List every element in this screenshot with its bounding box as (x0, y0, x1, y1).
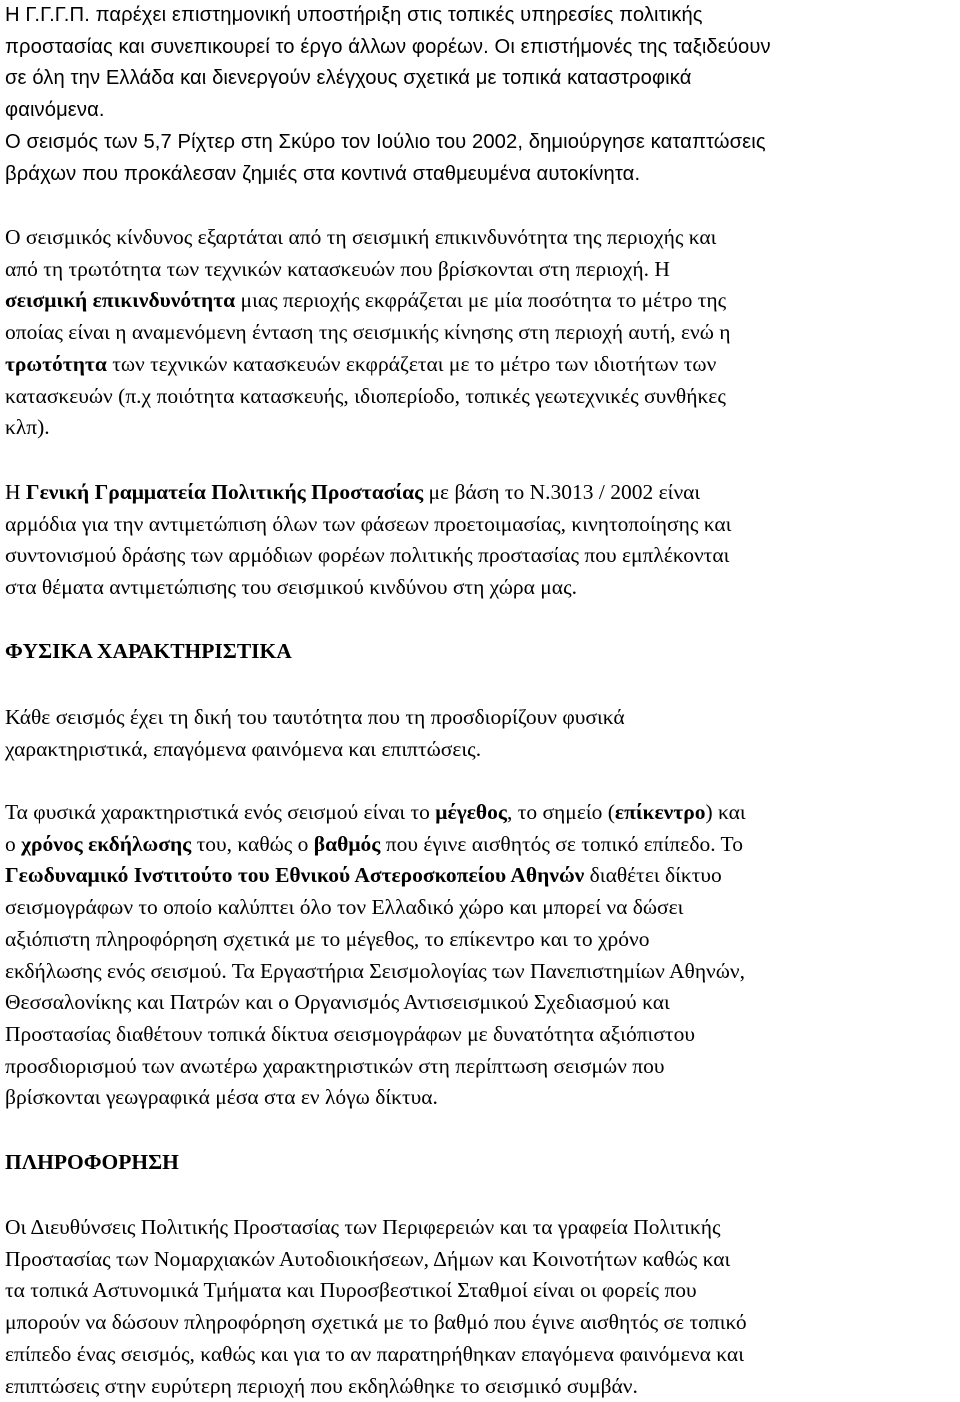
paragraph-physical-features (5, 797, 955, 1114)
text-line: Προστασίας των Νομαρχιακών Αυτοδιοικήσεων, Δήμων και Κοινοτήτων καθώς και (5, 1246, 731, 1271)
text-line: σεισμογράφων το οποίο καλύπτει όλο τον Ελλαδικό χώρο και μπορεί να δώσει (5, 895, 684, 920)
text-line: εκδήλωσης ενός σεισμού. Τα Εργαστήρια Σεισμολογίας των Πανεπιστημίων Αθηνών, (5, 958, 746, 983)
term-geodynamic-institute: Γεωδυναμικό Ινστιτούτο του Εθνικού Αστεροσκοπείου Αθηνών (5, 863, 585, 888)
term-intensity: βαθμός (313, 831, 381, 856)
text-line (5, 829, 955, 861)
text-segment: Η (5, 480, 26, 504)
text-line: οποίας είναι η αναμενόμενη ένταση της σεισμικής κίνησης στη περιοχή αυτή, ενώ η (5, 320, 731, 345)
text-segment: , το σημείο ( (506, 800, 615, 824)
heading-text: ΠΛΗΡΟΦΟΡΗΣΗ (5, 1150, 179, 1174)
text-segment: Τα φυσικά χαρακτηριστικά ενός σεισμού είναι το (5, 800, 436, 824)
paragraph-earthquake-identity (5, 702, 955, 765)
text-line: Ο σεισμός των 5,7 Ρίχτερ στη Σκύρο τον Ιούλιο του 2002, δημιούργησε καταπτώσεις (5, 131, 766, 153)
term-epicenter: επίκεντρο (614, 800, 706, 824)
text-segment: των τεχνικών κατασκευών εκφράζεται με το μέτρο των ιδιοτήτων των (106, 351, 717, 376)
text-segment: που έγινε αισθητός σε τοπικό επίπεδο. Το (380, 831, 743, 856)
text-line: κατασκευών (π.χ ποιότητα κατασκευής, ιδιοπερίοδο, τοπικές γεωτεχνικές συνθήκες (5, 383, 726, 408)
term-vulnerability: τρωτότητα (5, 351, 107, 376)
text-segment: με βάση το Ν.3013 / 2002 είναι (423, 480, 701, 504)
text-segment: ο (5, 831, 22, 856)
heading-text: ΦΥΣΙΚΑ ΧΑΡΑΚΤΗΡΙΣΤΙΚΑ (5, 639, 292, 663)
text-line: Κάθε σεισμός έχει τη δική του ταυτότητα που τη προσδιορίζουν φυσικά (5, 705, 625, 729)
text-segment: διαθέτει δίκτυο (584, 863, 722, 888)
text-segment: του, καθώς ο (191, 831, 314, 856)
text-line: αρμόδια για την αντιμετώπιση όλων των φάσεων προετοιμασίας, κινητοποίησης και (5, 511, 732, 536)
text-line (5, 349, 955, 381)
text-line: προσδιορισμού των ανωτέρω χαρακτηριστικών στη περίπτωση σεισμών που (5, 1053, 665, 1078)
text-line: στα θέματα αντιμετώπισης του σεισμικού κινδύνου στη χώρα μας. (5, 575, 577, 600)
text-line: Ο σεισμικός κίνδυνος εξαρτάται από τη σεισμική επικινδυνότητα της περιοχής και (5, 225, 717, 249)
text-line: σε όλη την Ελλάδα και διενεργούν ελέγχους σχετικά με τοπικά καταστροφικά (5, 67, 692, 90)
text-line (5, 860, 955, 892)
text-line: χαρακτηριστικά, επαγόμενα φαινόμενα και επιπτώσεις. (5, 736, 482, 761)
text-line: Προστασίας διαθέτουν τοπικά δίκτυα σεισμογράφων με δυνατότητα αξιόπιστου (5, 1021, 695, 1046)
paragraph-ggp-support (5, 0, 955, 127)
term-general-secretariat: Γενική Γραμματεία Πολιτικής Προστασίας (25, 480, 424, 504)
text-line: συντονισμού δράσης των αρμόδιων φορέων πολιτικής προστασίας που εμπλέκονται (5, 543, 730, 568)
text-line: φαινόμενα. (5, 99, 105, 122)
text-line: μπορούν να δώσουν πληροφόρηση σχετικά με το βαθμό που έγινε αισθητός σε τοπικό (5, 1310, 747, 1335)
text-line (5, 285, 955, 317)
text-line (5, 477, 955, 509)
text-line: τα τοπικά Αστυνομικά Τμήματα και Πυροσβεστικοί Σταθμοί είναι οι φορείς που (5, 1278, 697, 1303)
term-seismic-hazard: σεισμική επικινδυνότητα (5, 288, 236, 313)
text-line: βρίσκονται γεωγραφικά μέσα στα εν λόγω δίκτυα. (5, 1085, 438, 1110)
text-segment: μιας περιοχής εκφράζεται με μία ποσότητα το μέτρο της (235, 288, 727, 313)
paragraph-skyros-earthquake (5, 127, 955, 190)
text-line: κλπ). (5, 415, 50, 440)
text-line: επίπεδο ένας σεισμός, καθώς και για το αν παρατηρήθηκαν επαγόμενα φαινόμενα και (5, 1341, 744, 1366)
text-line: προστασίας και συνεπικουρεί το έργο άλλων φορέων. Οι επιστήμονές της ταξιδεύουν (5, 35, 771, 58)
text-line: Η Γ.Γ.Γ.Π. παρέχει επιστημονική υποστήριξη στις τοπικές υπηρεσίες πολιτικής (5, 4, 703, 26)
heading-physical-characteristics (5, 636, 955, 668)
text-line: επιπτώσεις στην ευρύτερη περιοχή που εκδηλώθηκε το σεισμικό συμβάν. (5, 1373, 638, 1398)
heading-information (5, 1147, 955, 1179)
text-line (5, 797, 955, 829)
paragraph-information-sources (5, 1212, 955, 1402)
text-line: αξιόπιστη πληροφόρηση σχετικά με το μέγεθος, το επίκεντρο και το χρόνο (5, 926, 650, 951)
text-segment: ) και (705, 800, 746, 824)
term-time-of-occurrence: χρόνος εκδήλωσης (21, 831, 192, 856)
paragraph-civil-protection-authority (5, 477, 955, 604)
text-line: Οι Διευθύνσεις Πολιτικής Προστασίας των Περιφερειών και τα γραφεία Πολιτικής (5, 1215, 721, 1239)
text-line (5, 254, 955, 286)
text-line: Θεσσαλονίκης και Πατρών και ο Οργανισμός Αντισεισμικού Σχεδιασμού και (5, 990, 670, 1015)
text-line: βράχων που προκάλεσαν ζημιές στα κοντινά σταθμευμένα αυτοκίνητα. (5, 162, 641, 185)
term-magnitude: μέγεθος (435, 800, 507, 824)
text-segment: από τη τρωτότητα των τεχνικών κατασκευών που βρίσκονται στη περιοχή. (5, 256, 655, 281)
paragraph-seismic-risk (5, 222, 955, 444)
text-segment: Η (654, 256, 670, 281)
